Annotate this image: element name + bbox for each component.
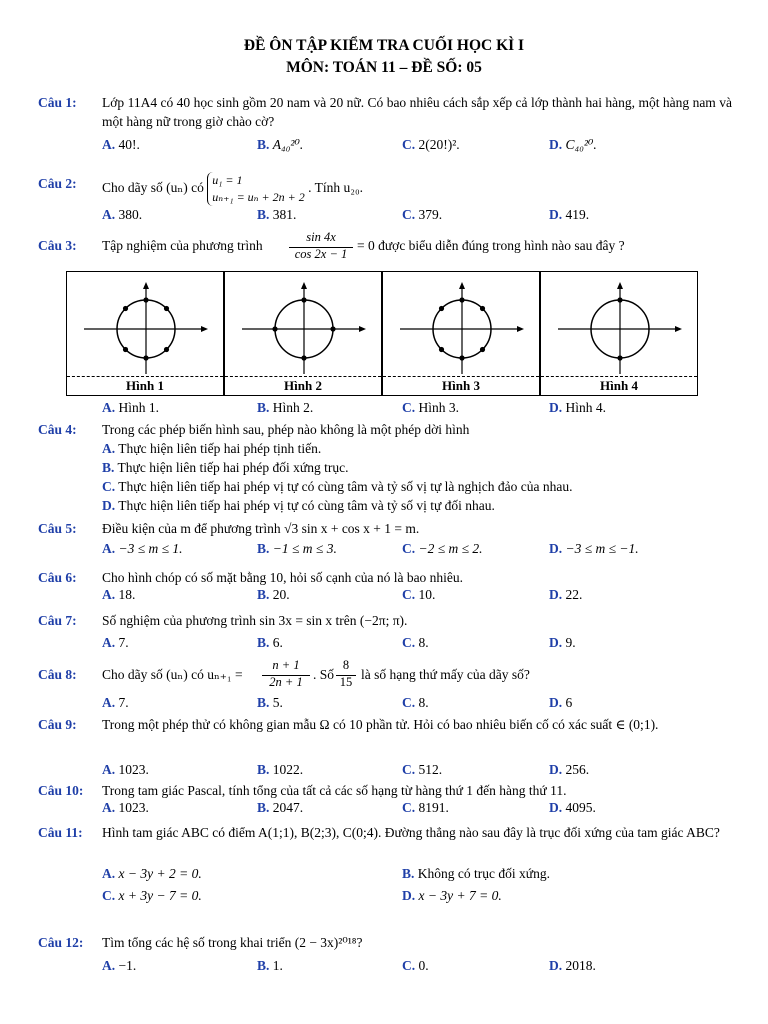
question-3 — [38, 230, 732, 267]
solution-point — [459, 355, 464, 360]
question-label: Câu 9: — [38, 717, 77, 732]
option-a: A. 7. — [102, 695, 129, 710]
option-b: B. Thực hiện liên tiếp hai phép đối xứng trục. — [102, 460, 349, 475]
question-4 — [38, 420, 732, 439]
option-d: D. Hình 4. — [549, 400, 606, 415]
solution-point — [301, 297, 306, 302]
figure-label: Hình 4 — [600, 378, 638, 393]
option-c: C. x + 3y − 7 = 0. — [102, 888, 202, 903]
question-text: Lớp 11A4 có 40 học sinh gồm 20 nam và 20 nữ. Có bao nhiêu cách sắp xếp cả lớp thành hai hàng, một hàng nam và một hàng nữ trong giờ chào cờ? — [102, 95, 732, 129]
option-b: B. A₄₀²⁰. — [257, 137, 304, 152]
figure-label: Hình 1 — [126, 378, 164, 393]
question-label: Câu 4: — [38, 422, 77, 437]
option-a: A. Thực hiện liên tiếp hai phép tịnh tiến. — [102, 441, 322, 456]
option-b: B. 6. — [257, 635, 283, 650]
option-a: A. Hình 1. — [102, 400, 159, 415]
figure-2 — [224, 271, 382, 396]
option-c: C. 10. — [402, 587, 436, 602]
option-b: B. 1022. — [257, 762, 304, 777]
option-a: A. 1023. — [102, 800, 149, 815]
figure-label: Hình 2 — [284, 378, 322, 393]
option-a: A. 7. — [102, 635, 129, 650]
question-label: Câu 5: — [38, 521, 77, 536]
question-text: Số nghiệm của phương trình sin 3x = sin x trên (−2π; π). — [102, 613, 408, 628]
solution-point — [164, 347, 169, 352]
solution-point — [439, 306, 444, 311]
question-label: Câu 8: — [38, 667, 77, 682]
solution-point — [439, 347, 444, 352]
option-c: C. 8. — [402, 635, 429, 650]
question-text: Cho dãy số (uₙ) có u₁ = 1 uₙ₊₁ = uₙ + 2n + 2 . Tính u₂₀. — [102, 173, 364, 204]
options-2 — [102, 207, 732, 226]
option-d: D. 9. — [549, 635, 576, 650]
recurrence-system: u₁ = 1 uₙ₊₁ = uₙ + 2n + 2 — [207, 172, 305, 206]
question-label: Câu 1: — [38, 95, 77, 110]
option-d: D. Thực hiện liên tiếp hai phép vị tự có cùng tâm và tỷ số vị tự đối nhau. — [102, 498, 495, 513]
question-label: Câu 2: — [38, 176, 77, 191]
option-a: A. x − 3y + 2 = 0. — [102, 866, 202, 881]
question-9 — [38, 715, 732, 734]
exam-title: ĐỀ ÔN TẬP KIỂM TRA CUỐI HỌC KÌ I — [243, 37, 525, 54]
option-a: A. 1023. — [102, 762, 149, 777]
question-1 — [38, 93, 732, 131]
question-10 — [38, 781, 732, 800]
option-b: B. 1. — [257, 958, 283, 973]
option-d: D. 419. — [549, 207, 590, 222]
options-8 — [102, 695, 732, 714]
options-7 — [102, 635, 732, 654]
option-c: C. 512. — [402, 762, 443, 777]
question-label: Câu 3: — [38, 238, 77, 253]
option-c: C. Hình 3. — [402, 400, 459, 415]
question-2 — [38, 172, 732, 206]
solution-point — [164, 306, 169, 311]
solution-point — [617, 297, 622, 302]
option-d: D. x − 3y + 7 = 0. — [402, 888, 502, 903]
option-c: C. 379. — [402, 207, 443, 222]
solution-point — [123, 347, 128, 352]
option-c: C. 8191. — [402, 800, 449, 815]
option-d: D. 22. — [549, 587, 583, 602]
question-label: Câu 10: — [38, 783, 84, 798]
solution-point — [123, 306, 128, 311]
solution-point — [480, 306, 485, 311]
question-text: Hình tam giác ABC có điểm A(1;1), B(2;3), C(0;4). Đường thẳng nào sau đây là trục đối xứng của tam giác ABC? — [102, 825, 720, 840]
options-1 — [102, 137, 732, 156]
question-8 — [38, 658, 732, 692]
solution-point — [617, 355, 622, 360]
question-text: Cho hình chóp có số mặt bằng 10, hỏi số cạnh của nó là bao nhiêu. — [102, 570, 464, 585]
option-a: A. −3 ≤ m ≤ 1. — [102, 541, 183, 556]
figure-4 — [540, 271, 698, 396]
question-text: Trong một phép thử có không gian mẫu Ω có 10 phần tử. Hỏi có bao nhiêu biến cố có xác suất ∈ (0;1). — [102, 717, 659, 732]
solution-point — [459, 297, 464, 302]
question-5 — [38, 519, 732, 538]
option-b: B. 20. — [257, 587, 290, 602]
option-b: B. −1 ≤ m ≤ 3. — [257, 541, 337, 556]
figure-3 — [382, 271, 540, 396]
question-text: Trong các phép biến hình sau, phép nào không là một phép dời hình — [102, 422, 470, 437]
option-a: A. 380. — [102, 207, 143, 222]
question-text: Tìm tổng các hệ số trong khai triển (2 − 3x)²⁰¹⁸? — [102, 935, 363, 950]
question-text: Cho dãy số (uₙ) có uₙ₊₁ = n + 1 2n + 1 . Số 8 15 là số hạng thứ mấy của dãy số? — [102, 658, 530, 689]
figure-label: Hình 3 — [442, 378, 480, 393]
solution-point — [143, 297, 148, 302]
option-d: D. 4095. — [549, 800, 596, 815]
options-10 — [102, 800, 732, 819]
option-b: B. 2047. — [257, 800, 304, 815]
option-c: C. 8. — [402, 695, 429, 710]
option-b: B. Hình 2. — [257, 400, 314, 415]
question-text: Tập nghiệm của phương trình sin 4x cos 2x − 1 = 0 được biểu diễn đúng trong hình nào sau đây ? — [102, 230, 625, 261]
question-7 — [38, 611, 732, 630]
question-label: Câu 6: — [38, 570, 77, 585]
option-b: B. 5. — [257, 695, 283, 710]
question-12 — [38, 933, 732, 952]
figure-1 — [66, 271, 224, 396]
option-d: D. 6 — [549, 695, 573, 710]
option-b: B. Không có trục đối xứng. — [402, 866, 550, 881]
option-a: A. 18. — [102, 587, 136, 602]
option-b: B. 381. — [257, 207, 297, 222]
options-5 — [102, 541, 732, 560]
options-9 — [102, 762, 732, 781]
option-d: D. −3 ≤ m ≤ −1. — [549, 541, 639, 556]
question-text: Điều kiện của m để phương trình √3 sin x + cos x + 1 = m. — [102, 521, 420, 536]
option-a: A. −1. — [102, 958, 137, 973]
options-11a — [102, 866, 732, 885]
question-11 — [38, 823, 732, 842]
options-12 — [102, 958, 732, 977]
options-3 — [102, 400, 732, 419]
option-c: C. 0. — [402, 958, 429, 973]
solution-point — [143, 355, 148, 360]
question-label: Câu 12: — [38, 935, 84, 950]
question-text: Trong tam giác Pascal, tính tổng của tất cả các số hạng từ hàng thứ 1 đến hàng thứ 11. — [102, 783, 567, 798]
question-label: Câu 11: — [38, 825, 83, 840]
option-c: C. 2(20!)². — [402, 137, 460, 152]
question-label: Câu 7: — [38, 613, 77, 628]
option-d: D. C₄₀²⁰. — [549, 137, 597, 152]
option-c: C. Thực hiện liên tiếp hai phép vị tự có cùng tâm và tỷ số vị tự là nghịch đảo của nhau. — [102, 479, 573, 494]
exam-subtitle: MÔN: TOÁN 11 – ĐỀ SỐ: 05 — [286, 59, 482, 76]
options-11b — [102, 888, 732, 907]
option-a: A. 40!. — [102, 137, 140, 152]
solution-point — [301, 355, 306, 360]
solution-point — [330, 326, 335, 331]
option-d: D. 256. — [549, 762, 590, 777]
solution-point — [272, 326, 277, 331]
option-d: D. 2018. — [549, 958, 596, 973]
question-6 — [38, 568, 732, 587]
option-c: C. −2 ≤ m ≤ 2. — [402, 541, 483, 556]
solution-point — [480, 347, 485, 352]
circle-figures — [66, 271, 698, 396]
options-6 — [102, 587, 732, 606]
